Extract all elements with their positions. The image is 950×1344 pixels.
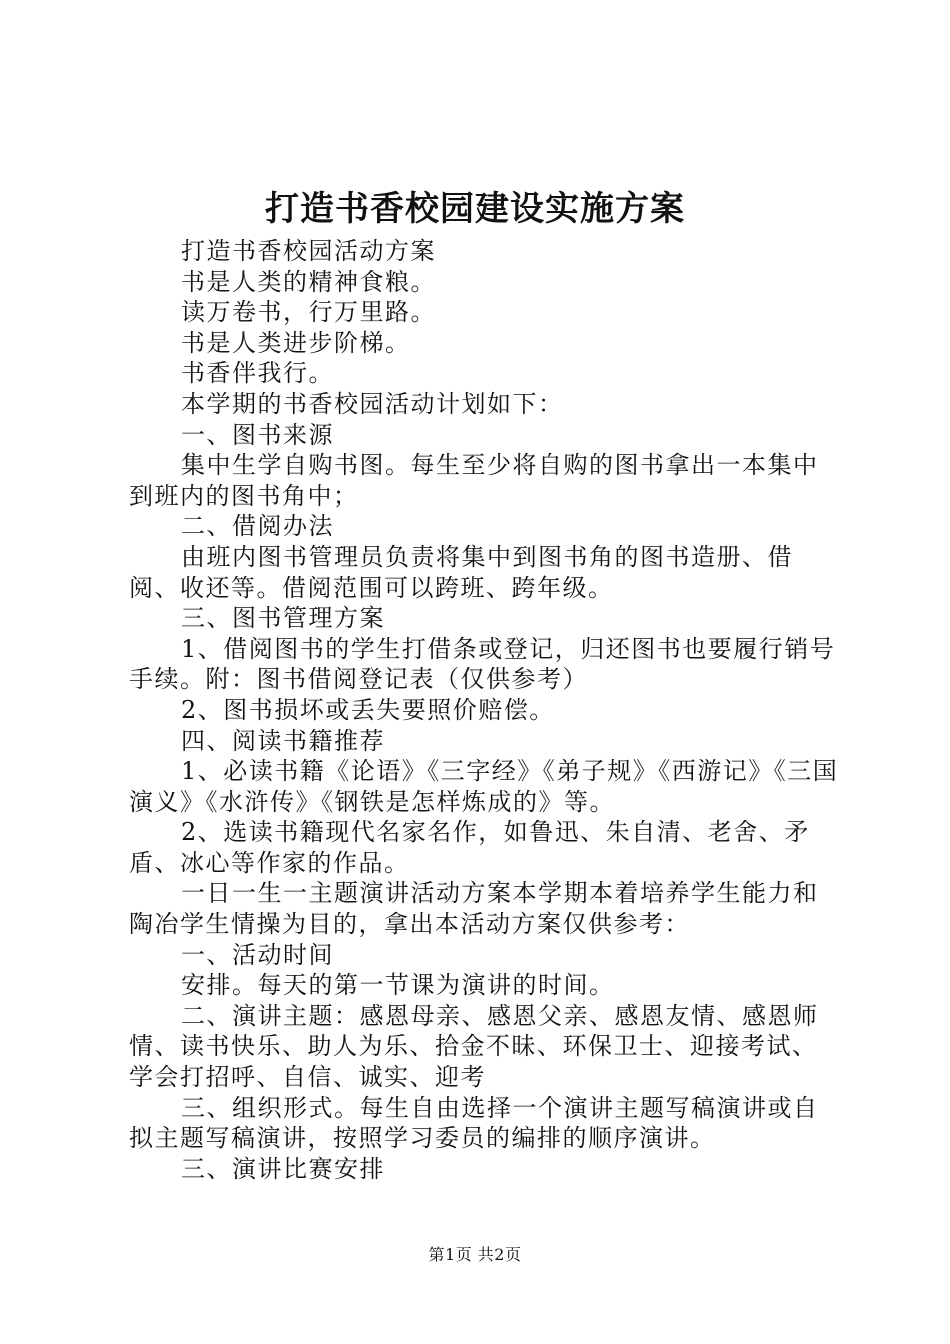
- paragraph: 打造书香校园活动方案: [181, 237, 436, 265]
- section-heading: 二、借阅办法: [181, 512, 334, 541]
- paragraph: 书香伴我行。: [181, 359, 334, 388]
- section-heading: 三、图书管理方案: [181, 604, 385, 633]
- paragraph: 书是人类的精神食粮。: [181, 267, 436, 296]
- paragraph: 1、必读书籍《论语》《三字经》《弟子规》《西游记》《三国演义》《水浒传》《钢铁是怎样炼成的》等。: [129, 757, 839, 816]
- section-heading: 三、演讲比赛安排: [181, 1154, 385, 1183]
- paragraph: 一日一生一主题演讲活动方案本学期本着培养学生能力和陶冶学生情操为目的，拿出本活动方案仅供参考：: [129, 879, 819, 939]
- section-heading: 四、阅读书籍推荐: [181, 726, 385, 755]
- document-body: [129, 236, 839, 1184]
- section-heading: 一、活动时间: [181, 940, 334, 969]
- paragraph: 由班内图书管理员负责将集中到图书角的图书造册、借阅、收还等。借阅范围可以跨班、跨年级。: [129, 542, 793, 602]
- paragraph: 集中生学自购书图。每生至少将自购的图书拿出一本集中到班内的图书角中；: [129, 451, 819, 510]
- paragraph: 读万卷书，行万里路。: [181, 298, 436, 327]
- paragraph: 2、图书损坏或丢失要照价赔偿。: [181, 695, 555, 724]
- section-heading: 一、图书来源: [181, 420, 334, 449]
- paragraph: 二、演讲主题：感恩母亲、感恩父亲、感恩友情、感恩师情、读书快乐、助人为乐、拾金不昧、环保卫士、迎接考试、学会打招呼、自信、诚实、迎考: [129, 1001, 819, 1092]
- paragraph: 2、选读书籍现代名家名作，如鲁迅、朱自清、老舍、矛盾、冰心等作家的作品。: [129, 818, 810, 877]
- paragraph: 书是人类进步阶梯。: [181, 328, 411, 357]
- page-footer: 第1页 共2页: [428, 1245, 522, 1264]
- paragraph: 1、借阅图书的学生打借条或登记，归还图书也要履行销号手续。附：图书借阅登记表（仅供参考）: [129, 634, 836, 694]
- document-title: 打造书香校园建设实施方案: [265, 189, 685, 229]
- paragraph: 三、组织形式。每生自由选择一个演讲主题写稿演讲或自拟主题写稿演讲，按照学习委员的编排的顺序演讲。: [129, 1093, 819, 1153]
- paragraph: 安排。每天的第一节课为演讲的时间。: [181, 971, 615, 1000]
- paragraph: 本学期的书香校园活动计划如下：: [181, 389, 564, 418]
